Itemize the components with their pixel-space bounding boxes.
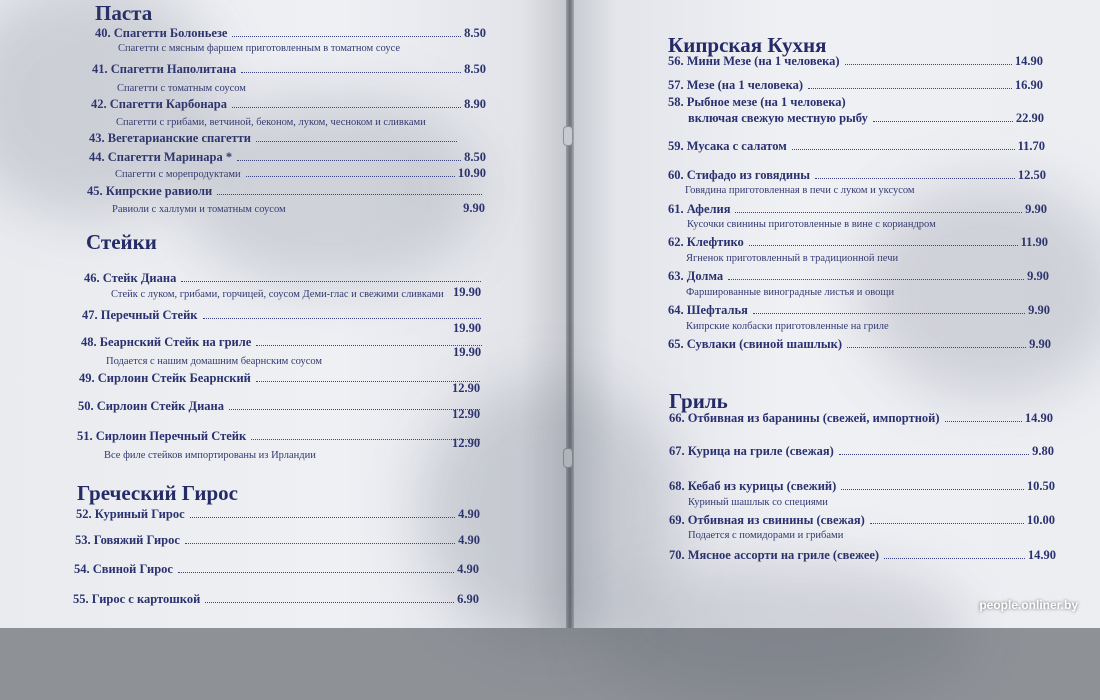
item-name: 66. Отбивная из баранины (свежей, импортной) (669, 411, 940, 425)
item-name: 65. Сувлаки (свиной шашлык) (668, 337, 843, 351)
item-name: 50. Сирлоин Стейк Диана (78, 399, 224, 413)
item-name: 69. Отбивная из свинины (свежая) (669, 513, 865, 527)
item-price: 14.90 (1027, 548, 1056, 562)
item-description: Кусочки свинины приготовленные в вине с кориандром (687, 219, 936, 230)
item-name: 54. Свиной Гирос (74, 562, 173, 576)
menu-item (668, 139, 1045, 154)
item-price: 4.90 (458, 533, 480, 547)
dot-leader (945, 421, 1022, 422)
item-price: 19.90 (453, 285, 482, 299)
menu-item (668, 168, 1046, 183)
menu-item (91, 97, 486, 112)
item-name: 61. Афелия (668, 202, 731, 216)
menu-item (669, 444, 1054, 459)
dot-leader (870, 523, 1024, 524)
item-price: 14.90 (1014, 54, 1043, 68)
dot-leader (203, 318, 481, 319)
item-price: 12.90 (452, 436, 481, 450)
menu-spine (566, 0, 574, 628)
menu-item (669, 548, 1056, 563)
dot-leader (256, 141, 457, 142)
dot-leader (841, 489, 1024, 490)
dot-leader (246, 176, 455, 177)
menu-item (73, 592, 479, 607)
dot-leader (229, 409, 480, 410)
item-price: 9.90 (1025, 202, 1047, 216)
item-name: 58. Рыбное мезе (на 1 человека) (668, 95, 846, 109)
section-title-grill: Гриль (669, 389, 728, 413)
item-price: 22.90 (1015, 111, 1044, 125)
dot-leader (873, 121, 1013, 122)
item-price: 9.80 (1032, 444, 1054, 458)
dot-leader (749, 245, 1018, 246)
menu-item (95, 26, 486, 41)
item-name: 57. Мезе (на 1 человека) (668, 78, 804, 92)
item-name: 49. Сирлоин Стейк Беарнский (79, 371, 251, 385)
menu-item (87, 184, 485, 199)
item-price: 9.90 (463, 201, 485, 215)
section-title-steaks: Стейки (86, 230, 157, 254)
item-name: 53. Говяжий Гирос (75, 533, 180, 547)
dot-leader (241, 72, 461, 73)
item-name: 55. Гирос с картошкой (73, 592, 201, 606)
menu-item (89, 150, 486, 165)
item-price: 8.90 (464, 97, 486, 111)
dot-leader (232, 36, 461, 37)
item-description: Спагетти с томатным соусом (117, 83, 246, 94)
menu-item (668, 54, 1043, 69)
item-name: 47. Перечный Стейк (82, 308, 198, 322)
dot-leader (815, 178, 1015, 179)
dot-leader (256, 381, 480, 382)
dot-leader (808, 88, 1012, 89)
item-name: 48. Беарнский Стейк на гриле (81, 335, 252, 349)
item-description: Подается с помидорами и грибами (688, 530, 844, 541)
menu-item (669, 411, 1053, 426)
item-name: 41. Спагетти Наполитана (92, 62, 237, 76)
dot-leader (217, 194, 482, 195)
binding-clip (563, 448, 573, 468)
item-name: 70. Мясное ассорти на гриле (свежее) (669, 548, 880, 562)
item-name: 43. Вегетарианские спагетти (89, 131, 252, 145)
item-price: 10.00 (1026, 513, 1055, 527)
menu-item (75, 533, 480, 548)
item-name: 60. Стифадо из говядины (668, 168, 811, 182)
item-description: Кипрские колбаски приготовленные на гриле (686, 321, 889, 332)
dot-leader (251, 439, 480, 440)
item-price: 12.90 (452, 381, 481, 395)
menu-item (74, 562, 479, 577)
menu-item (89, 131, 460, 146)
item-price: 9.90 (1028, 303, 1050, 317)
menu-item (668, 235, 1048, 250)
menu-item (92, 62, 486, 77)
menu-item (81, 335, 485, 350)
menu-item (668, 78, 1043, 93)
dot-leader (205, 602, 454, 603)
item-price: 8.50 (464, 26, 486, 40)
item-price: 11.90 (1020, 235, 1048, 249)
item-name: 64. Шефталья (668, 303, 748, 317)
item-description: Спагетти с мясным фаршем приготовленным в томатном соусе (118, 43, 401, 54)
item-description: включая свежую местную рыбу (688, 111, 868, 125)
item-price: 9.90 (1027, 269, 1049, 283)
menu-item (669, 479, 1055, 494)
item-description: Фаршированные виноградные листья и овощи (686, 287, 895, 298)
menu-item (76, 507, 480, 522)
item-price: 10.50 (1026, 479, 1055, 493)
steaks-note: Все филе стейков импортированы из Ирландии (104, 450, 316, 461)
menu-item (77, 429, 483, 444)
item-description: Подается с нашим домашним беарнским соусом (106, 356, 323, 367)
item-description: Говядина приготовленная в печи с луком и уксусом (685, 185, 915, 196)
item-description (112, 201, 485, 216)
item-name: 59. Мусака с салатом (668, 139, 787, 153)
menu-item (669, 513, 1055, 528)
dot-leader (884, 558, 1025, 559)
dot-leader (181, 281, 481, 282)
description-text: Спагетти с морепродуктами (115, 169, 241, 180)
item-price: 6.90 (457, 592, 479, 606)
site-watermark: people.onliner.by (979, 598, 1078, 612)
dot-leader (753, 313, 1025, 314)
menu-item (668, 202, 1047, 217)
item-name: 42. Спагетти Карбонара (91, 97, 227, 111)
item-description: Куриный шашлык со специями (688, 497, 828, 508)
item-price: 19.90 (453, 345, 482, 359)
item-name: 52. Куриный Гирос (76, 507, 185, 521)
section-title-pasta: Паста (95, 1, 153, 25)
dot-leader (728, 279, 1024, 280)
item-price: 16.90 (1014, 78, 1043, 92)
dot-leader (185, 543, 455, 544)
dot-leader (190, 517, 456, 518)
item-description: Спагетти с грибами, ветчиной, беконом, луком, чесноком и сливками (116, 117, 426, 128)
item-price: 4.90 (457, 562, 479, 576)
menu-item (79, 371, 483, 386)
section-title-gyros: Греческий Гирос (77, 481, 238, 505)
item-description (115, 166, 486, 181)
item-name: 45. Кипрские равиоли (87, 184, 213, 198)
item-name: 46. Стейк Диана (84, 271, 177, 285)
item-price: 14.90 (1024, 411, 1053, 425)
item-price: 12.90 (452, 407, 481, 421)
item-name: 67. Курица на гриле (свежая) (669, 444, 834, 458)
item-price: 8.50 (464, 62, 486, 76)
menu-item (82, 308, 484, 323)
item-price: 4.90 (458, 507, 480, 521)
menu-item (668, 303, 1050, 318)
dot-leader (232, 107, 461, 108)
item-price: 11.70 (1017, 139, 1045, 153)
item-price: 19.90 (453, 321, 482, 335)
menu-item (668, 269, 1049, 284)
dot-leader (256, 345, 482, 346)
dot-leader (845, 64, 1012, 65)
dot-leader (237, 160, 461, 161)
item-name: 44. Спагетти Маринара * (89, 150, 233, 164)
dot-leader (178, 572, 454, 573)
section-title-cypriot: Кипрская Кухня (668, 33, 827, 57)
item-name: 62. Клефтико (668, 235, 744, 249)
menu-item (84, 271, 484, 286)
item-price: 8.50 (464, 150, 486, 164)
menu-item (78, 399, 483, 414)
item-name: 40. Спагетти Болоньезе (95, 26, 228, 40)
item-description: Ягненок приготовленный в традиционной печи (686, 253, 899, 264)
item-price: 12.50 (1017, 168, 1046, 182)
description-text: Равиоли с халлуми и томатным соусом (112, 204, 286, 215)
dot-leader (792, 149, 1015, 150)
item-name: 63. Долма (668, 269, 724, 283)
item-price: 10.90 (457, 166, 486, 180)
item-name: 68. Кебаб из курицы (свежий) (669, 479, 837, 493)
item-name: 56. Мини Мезе (на 1 человека) (668, 54, 840, 68)
item-description: Стейк с луком, грибами, горчицей, соусом Деми-глас и свежими сливками (111, 289, 444, 300)
dot-leader (839, 454, 1029, 455)
menu-item (688, 111, 1044, 126)
item-name: 51. Сирлоин Перечный Стейк (77, 429, 247, 443)
binding-clip (563, 126, 573, 146)
dot-leader (847, 347, 1026, 348)
item-price: 9.90 (1029, 337, 1051, 351)
dot-leader (735, 212, 1022, 213)
menu-item (668, 337, 1051, 352)
